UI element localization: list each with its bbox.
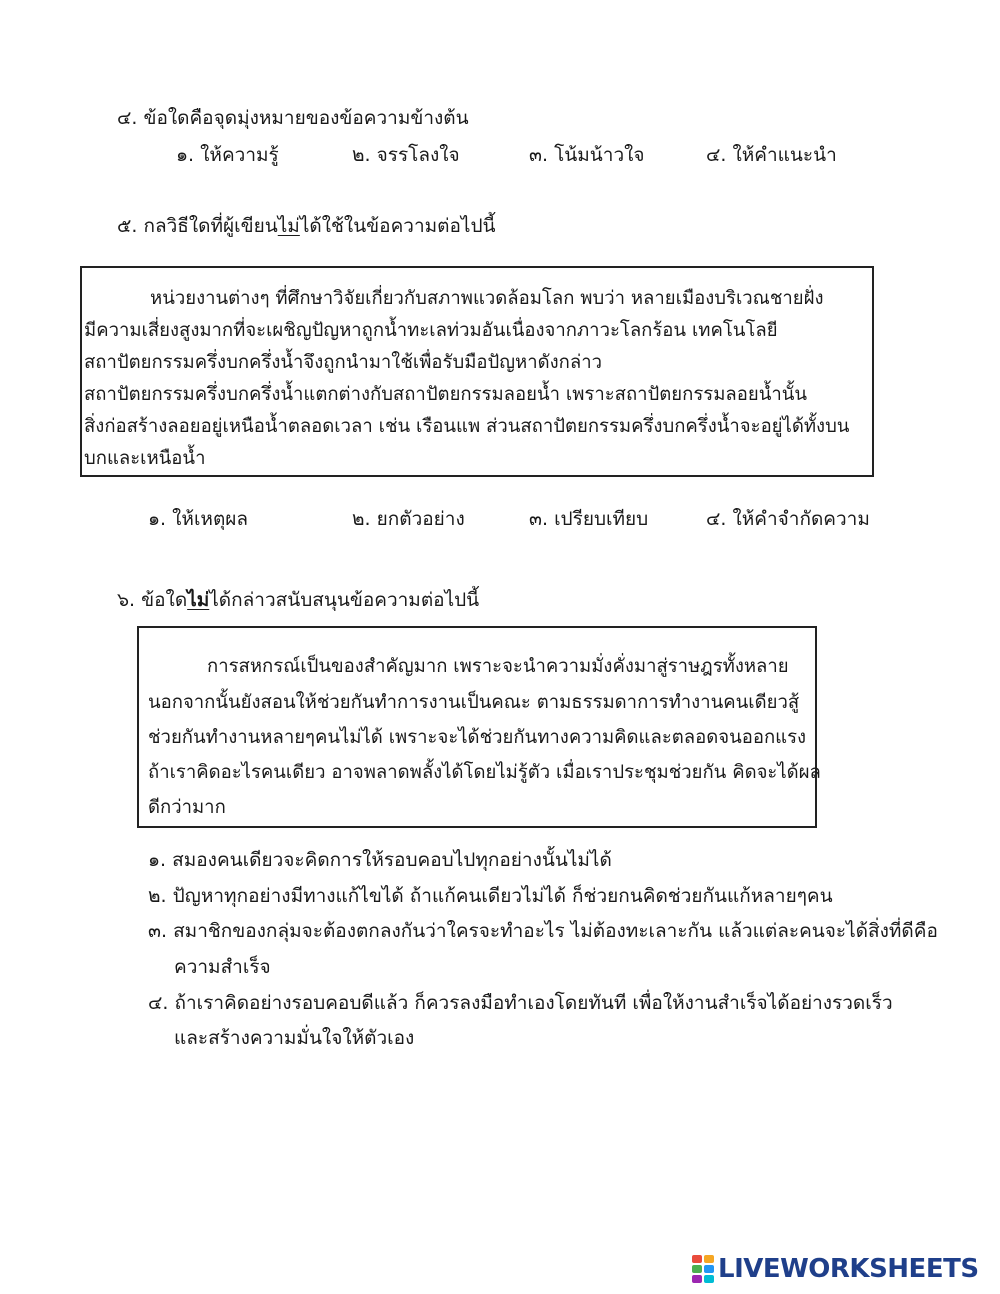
- q5-prefix: ๕. กลวิธีใดที่ผู้เขียน: [117, 215, 278, 237]
- q6-option-3-continued: ความสำเร็จ: [174, 956, 271, 978]
- q6-passage-line: ดีกว่ามาก: [148, 797, 226, 818]
- q5-passage-line: มีความเสี่ยงสูงมากที่จะเผชิญปัญหาถูกน้ำทะเลท่วมอันเนื่องจากภาวะโลกร้อน เทคโนโลยี: [84, 320, 778, 341]
- q5-option-1[interactable]: ๑. ให้เหตุผล: [148, 508, 249, 530]
- question-4: ๔. ข้อใดคือจุดมุ่งหมายของข้อความข้างต้น: [117, 107, 469, 129]
- question-6: [117, 585, 479, 615]
- q5-passage-line: สิ่งก่อสร้างลอยอยู่เหนือน้ำตลอดเวลา เช่น เรือนแพ ส่วนสถาปัตยกรรมครึ่งบกครึ่งน้ำจะอยู่ได้ทั้งบน: [84, 416, 850, 437]
- q6-option-4[interactable]: ๔. ถ้าเราคิดอย่างรอบคอบดีแล้ว ก็ควรลงมือทำเองโดยทันที เพื่อให้งานสำเร็จได้อย่างรวดเร็ว: [148, 992, 893, 1014]
- q6-suffix: ได้กล่าวสนับสนุนข้อความต่อไปนี้: [209, 589, 480, 611]
- q6-prefix: ๖. ข้อใด: [117, 589, 188, 611]
- q5-option-3[interactable]: ๓. เปรียบเทียบ: [529, 508, 649, 530]
- q6-passage-line: ช่วยกันทำงานหลายๆคนไม่ได้ เพราะจะได้ช่วยกันทางความคิดและตลอดจนออกแรง: [148, 727, 807, 748]
- q4-option-2[interactable]: ๒. จรรโลงใจ: [352, 144, 460, 166]
- q6-passage-line: นอกจากนั้นยังสอนให้ช่วยกันทำการงานเป็นคณะ ตามธรรมดาการทำงานคนเดียวสู้: [148, 692, 800, 713]
- q4-option-1[interactable]: ๑. ให้ความรู้: [176, 144, 279, 166]
- liveworksheets-logo-text: LIVEWORKSHEETS: [718, 1254, 979, 1284]
- q6-option-3[interactable]: ๓. สมาชิกของกลุ่มจะต้องตกลงกันว่าใครจะทำอะไร ไม่ต้องทะเลาะกัน แล้วแต่ละคนจะได้สิ่งที่ดีคือ: [148, 920, 938, 942]
- q6-option-2[interactable]: ๒. ปัญหาทุกอย่างมีทางแก้ไขได้ ถ้าแก้คนเดียวไม่ได้ ก็ช่วยกนคิดช่วยกันแก้หลายๆคน: [148, 885, 833, 907]
- liveworksheets-logo-icon: [692, 1255, 714, 1283]
- q5-option-2[interactable]: ๒. ยกตัวอย่าง: [352, 508, 465, 530]
- q4-option-4[interactable]: ๔. ให้คำแนะนำ: [706, 144, 837, 166]
- q5-emphasis: ไม่: [277, 215, 300, 237]
- liveworksheets-logo[interactable]: [692, 1252, 979, 1286]
- q5-passage-line: หน่วยงานต่างๆ ที่ศึกษาวิจัยเกี่ยวกับสภาพแวดล้อมโลก พบว่า หลายเมืองบริเวณชายฝั่ง: [150, 288, 824, 309]
- q6-option-4-continued: และสร้างความมั่นใจให้ตัวเอง: [174, 1027, 415, 1049]
- q5-suffix: ได้ใช้ในข้อความต่อไปนี้: [299, 215, 496, 237]
- q6-passage-line: ถ้าเราคิดอะไรคนเดียว อาจพลาดพลั้งได้โดยไม่รู้ตัว เมื่อเราประชุมช่วยกัน คิดจะได้ผล: [148, 762, 821, 783]
- q5-passage-line: บกและเหนือน้ำ: [84, 448, 206, 469]
- q4-option-3[interactable]: ๓. โน้มน้าวใจ: [529, 144, 645, 166]
- q6-option-1[interactable]: ๑. สมองคนเดียวจะคิดการให้รอบคอบไปทุกอย่างนั้นไม่ได้: [148, 849, 612, 871]
- q5-passage-line: สถาปัตยกรรมครึ่งบกครึ่งน้ำจึงถูกนำมาใช้เพื่อรับมือปัญหาดังกล่าว: [84, 352, 602, 373]
- q5-passage-line: สถาปัตยกรรมครึ่งบกครึ่งน้ำแตกต่างกับสถาปัตยกรรมลอยน้ำ เพราะสถาปัตยกรรมลอยน้ำนั้น: [84, 384, 808, 405]
- q6-passage-line: การสหกรณ์เป็นของสำคัญมาก เพราะจะนำความมั่งคั่งมาสู่ราษฎรทั้งหลาย: [207, 656, 789, 677]
- question-5: [117, 211, 496, 241]
- q6-emphasis: ไม่: [187, 589, 210, 611]
- q5-option-4[interactable]: ๔. ให้คำจำกัดความ: [706, 508, 870, 530]
